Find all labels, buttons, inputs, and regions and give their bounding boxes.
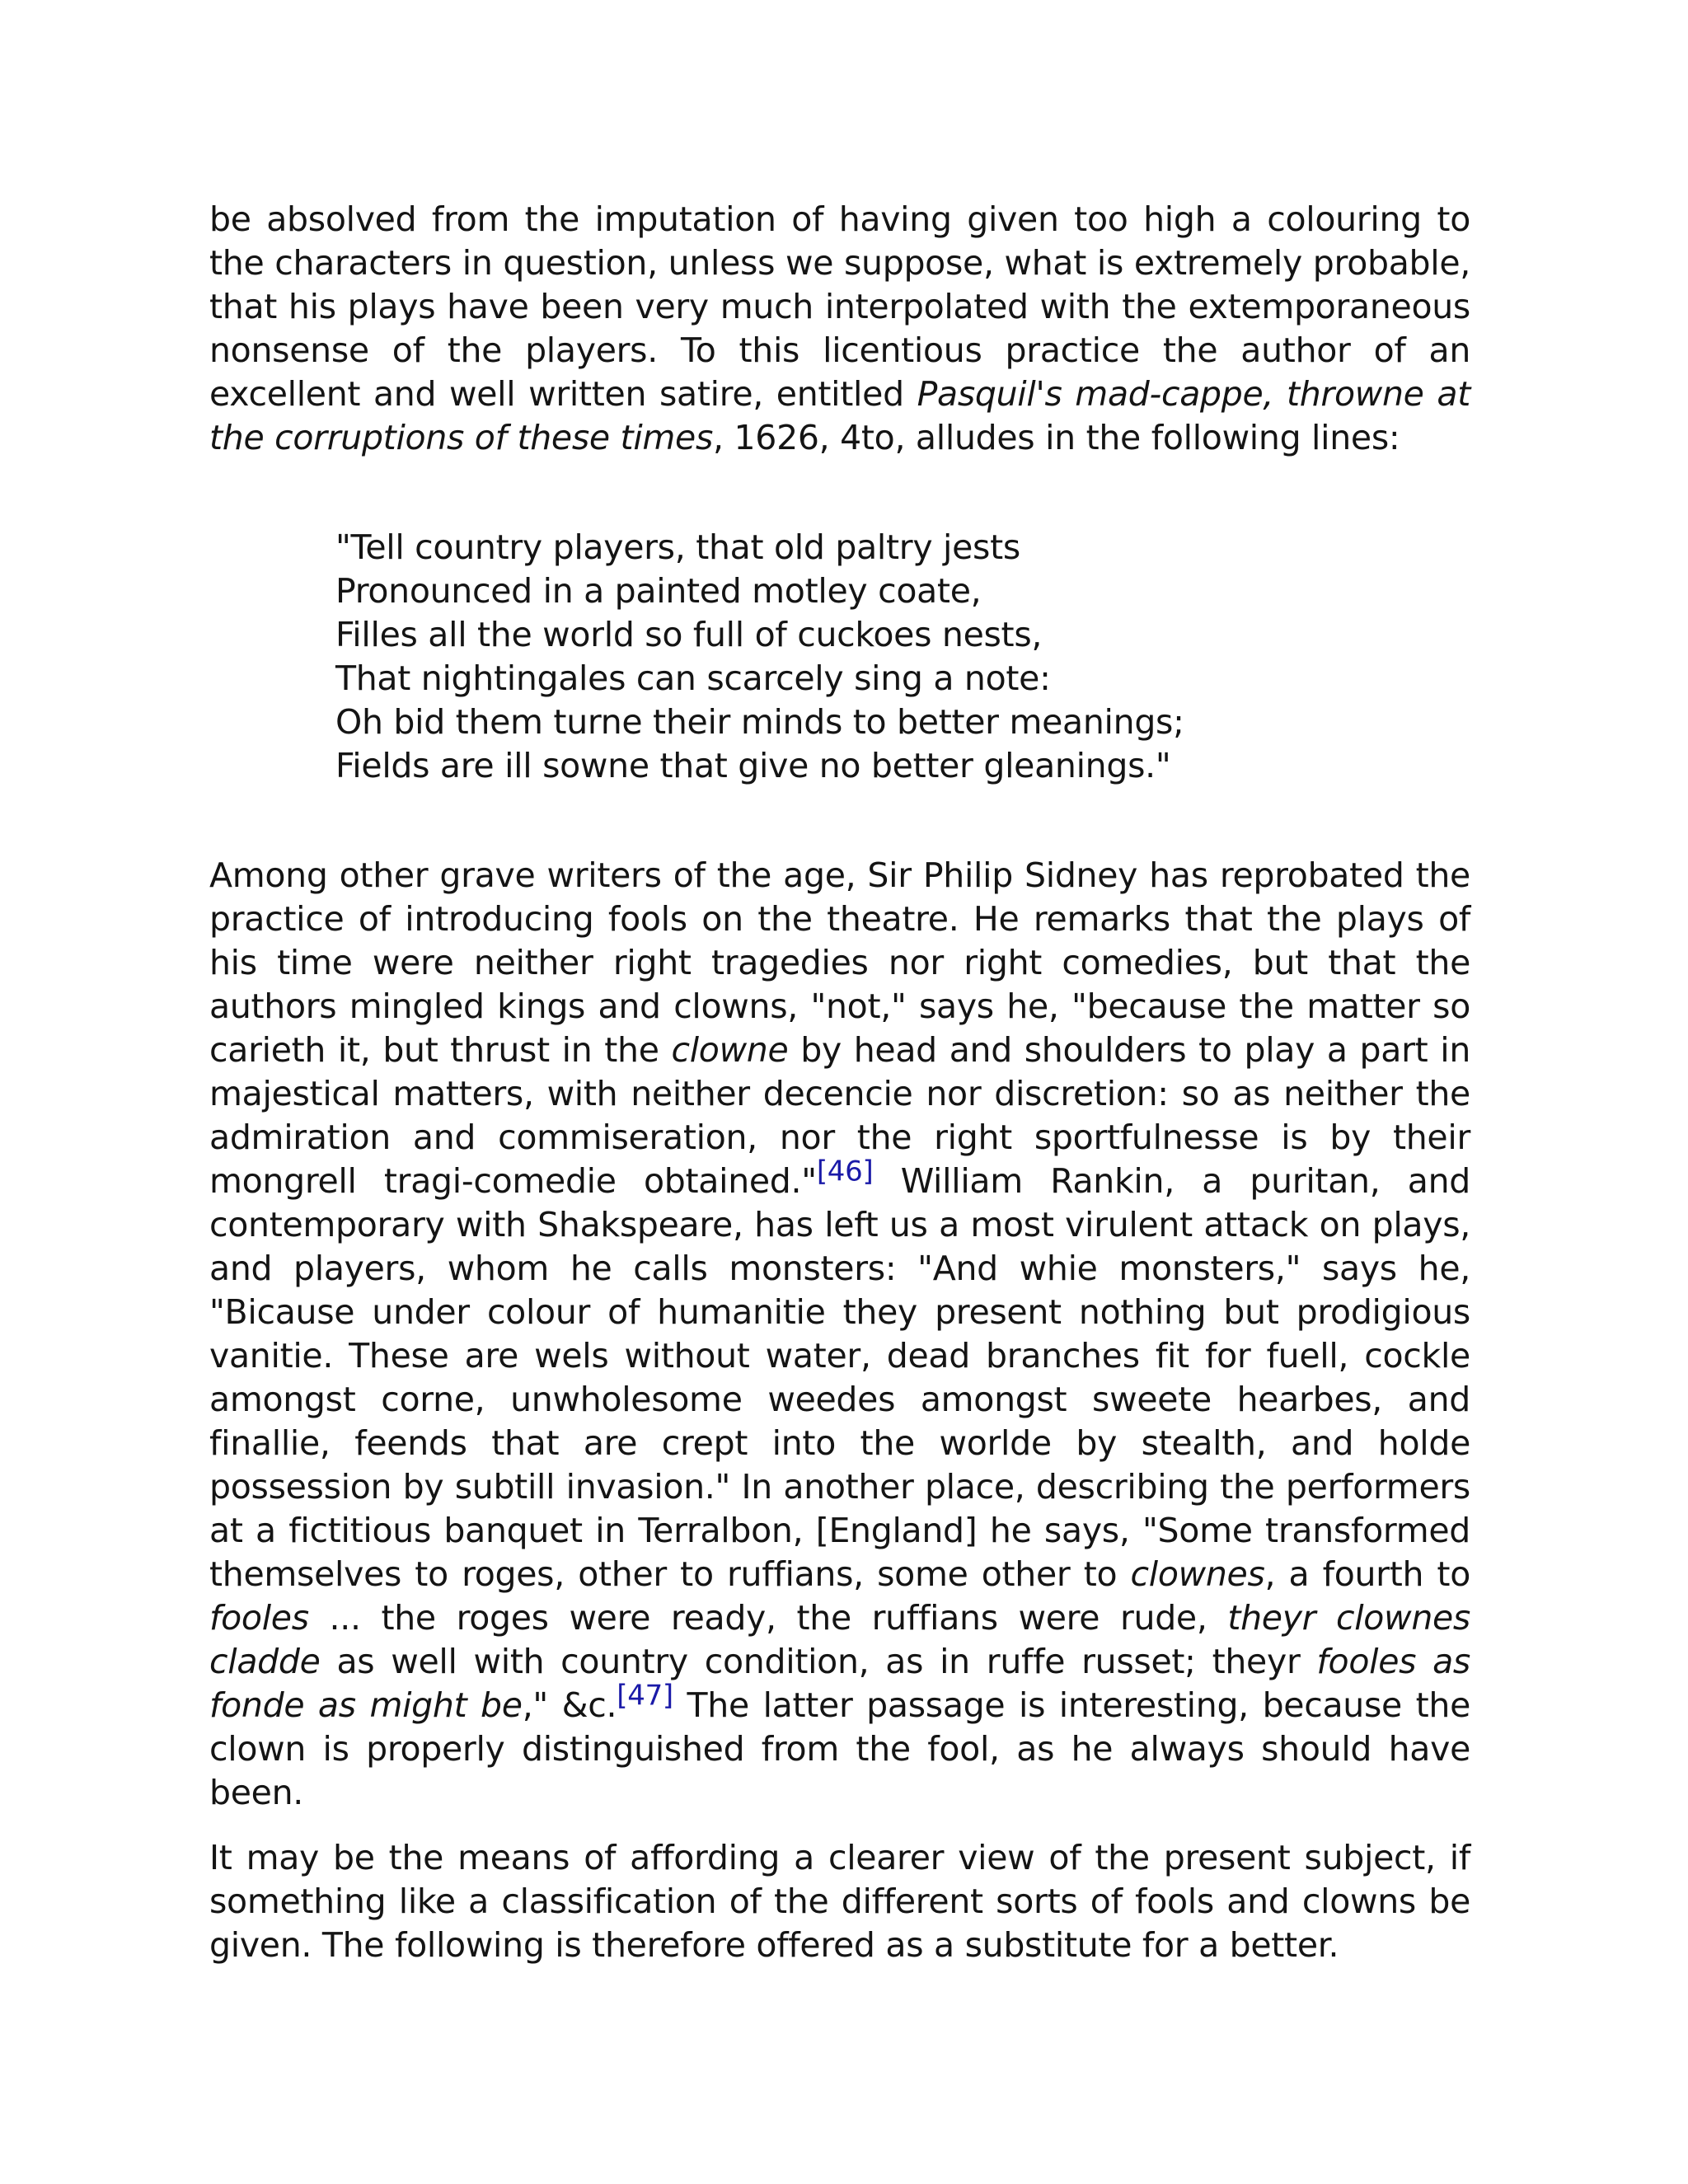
italic-term: fooles	[209, 1598, 309, 1638]
text-run: by head and shoulders to play a part in majestical matters, with neither decencie nor discretion: so as neither the admiration and commiseration, nor the right sportfulnesse is by their mongrell tragi-comedie obtained."	[209, 1030, 1471, 1201]
text-run: The latter passage is interesting, because the clown is properly distinguished from the fool, as he always should have been.	[209, 1685, 1471, 1812]
text-run: It may be the means of affording a clearer view of the present subject, if something like a classification of the different sorts of fools and clowns be given. The following is therefore offered as a substitute for a better.	[209, 1838, 1470, 1965]
text-run: William Rankin, a puritan, and contemporary with Shakspeare, has left us a most virulent attack on plays, and players, whom he calls monsters: "And whie monsters," says he, "Bicause under colour of humanitie they present nothing but prodigious vanitie. These are wels without water, dead branches fit for fuell, cockle amongst corne, unwholesome weedes amongst sweete hearbes, and finallie, feends that are crept into the worlde by stealth, and holde possession by subtill invasion." In another place, describing the performers at a fictitious banquet in Terralbon, [England] he says, "Some transformed themselves to roges, other to ruffians, some other to	[209, 1161, 1470, 1594]
text-run: as well with country condition, as in ruffe russet; theyr	[320, 1642, 1317, 1681]
verse-line: Pronounced in a painted motley coate,	[335, 571, 982, 611]
italic-term: clownes	[1130, 1554, 1265, 1594]
paragraph-pasquil-intro	[209, 198, 1470, 460]
verse-line: Oh bid them turne their minds to better meanings;	[335, 702, 1184, 742]
italic-term: theyr clownes cladde	[209, 1598, 1470, 1681]
verse-quotation	[335, 526, 1470, 788]
text-run: ," &c.	[522, 1685, 617, 1725]
verse-line: "Tell country players, that old paltry jests	[335, 527, 1020, 567]
text-run: be absolved from the imputation of having given too high a colouring to the characters in question, unless we suppose, what is extremely probable, that his plays have been very much interpolated with the extemporaneous nonsense of the players. To this licentious practice the author of an excellent and well written satire, entitled	[209, 199, 1470, 414]
verse-line: Fields are ill sowne that give no better gleanings."	[335, 746, 1171, 785]
verse-line: That nightingales can scarcely sing a note:	[335, 658, 1051, 698]
text-run: , 1626, 4to, alludes in the following lines:	[713, 418, 1400, 457]
footnote-link-46[interactable]: [46]	[816, 1155, 874, 1188]
text-run: , a fourth to	[1264, 1554, 1470, 1594]
verse-line: Filles all the world so full of cuckoes nests,	[335, 615, 1043, 654]
footnote-link-47[interactable]: [47]	[617, 1679, 673, 1713]
text-run: ... the roges were ready, the ruffians were rude,	[308, 1598, 1228, 1638]
text-run: Among other grave writers of the age, Sir Philip Sidney has reprobated the practice of introducing fools on the theatre. He remarks that the plays of his time were neither right tragedies nor right comedies, but that the authors mingled kings and clowns, "not," says he, "because the matter so carieth it, but thrust in the	[209, 855, 1470, 1070]
paragraph-classification	[209, 1836, 1470, 1967]
italic-term: fooles as fonde as might be	[209, 1642, 1470, 1725]
book-page	[209, 198, 1470, 1967]
italic-title-pasquil: Pasquil's mad-cappe, throwne at the corruptions of these times	[209, 374, 1470, 457]
italic-term: clowne	[671, 1030, 789, 1070]
paragraph-sidney-rankin	[209, 854, 1470, 1815]
